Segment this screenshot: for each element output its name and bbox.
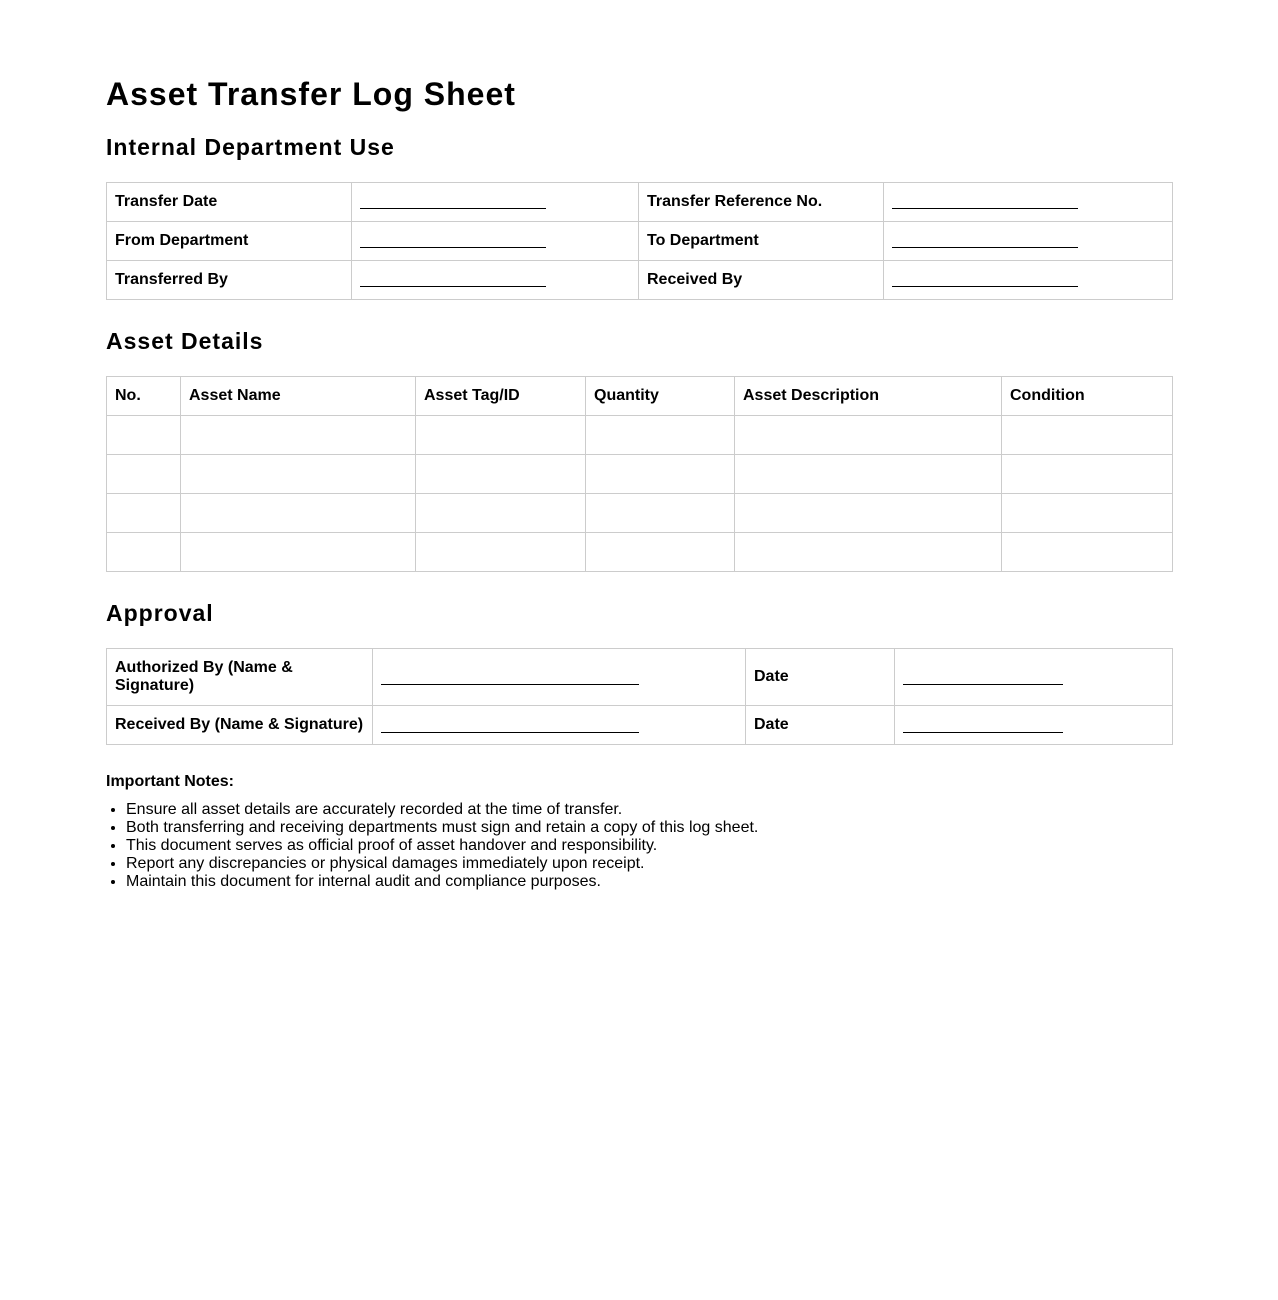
table-cell[interactable]: [1002, 455, 1173, 494]
to-department-label: To Department: [639, 222, 884, 261]
table-cell[interactable]: [107, 455, 181, 494]
table-cell[interactable]: [416, 416, 586, 455]
table-cell[interactable]: [107, 533, 181, 572]
asset-header-row: [107, 377, 1173, 416]
table-cell[interactable]: [181, 455, 416, 494]
authorized-date-label: Date: [746, 649, 895, 706]
blank-line: [360, 208, 546, 209]
table-cell[interactable]: [735, 494, 1002, 533]
received-by-field[interactable]: [884, 261, 1173, 300]
transferred-by-field[interactable]: [352, 261, 639, 300]
column-header-condition: Condition: [1002, 377, 1173, 416]
column-header-asset-description: Asset Description: [735, 377, 1002, 416]
list-item: • Both transferring and receiving departments must sign and retain a copy of this log sheet.: [126, 819, 1172, 837]
table-cell[interactable]: [107, 494, 181, 533]
from-department-field[interactable]: [352, 222, 639, 261]
notes-title: Important Notes:: [106, 773, 234, 790]
blank-line: [360, 286, 546, 287]
table-cell[interactable]: [735, 416, 1002, 455]
asset-details-heading: Asset Details: [106, 328, 264, 354]
blank-line: [381, 732, 639, 733]
table-cell[interactable]: [735, 533, 1002, 572]
approval-heading: Approval: [106, 600, 214, 626]
to-department-field[interactable]: [884, 222, 1173, 261]
approval-row: [107, 706, 1173, 745]
transferred-by-label: Transferred By: [107, 261, 352, 300]
table-cell[interactable]: [416, 455, 586, 494]
table-cell[interactable]: [416, 533, 586, 572]
column-header-asset-tag: Asset Tag/ID: [416, 377, 586, 416]
table-cell[interactable]: [586, 494, 735, 533]
list-item: • Ensure all asset details are accurately recorded at the time of transfer.: [126, 801, 1172, 819]
list-item: • Maintain this document for internal audit and compliance purposes.: [126, 873, 1172, 891]
table-cell[interactable]: [586, 455, 735, 494]
page-title: Asset Transfer Log Sheet: [106, 76, 516, 112]
column-header-asset-name: Asset Name: [181, 377, 416, 416]
authorized-by-label: Authorized By (Name & Signature): [107, 649, 373, 706]
notes-list: [106, 801, 1172, 891]
column-header-quantity: Quantity: [586, 377, 735, 416]
table-cell[interactable]: [1002, 416, 1173, 455]
authorized-date-field[interactable]: [895, 649, 1173, 706]
blank-line: [892, 208, 1078, 209]
internal-info-table: [106, 182, 1173, 300]
blank-line: [892, 286, 1078, 287]
internal-row: [107, 222, 1173, 261]
table-cell[interactable]: [181, 494, 416, 533]
blank-line: [360, 247, 546, 248]
received-by-signature-label: Received By (Name & Signature): [107, 706, 373, 745]
table-row: [107, 455, 1173, 494]
received-date-field[interactable]: [895, 706, 1173, 745]
approval-row: [107, 649, 1173, 706]
internal-row: [107, 183, 1173, 222]
transfer-reference-label: Transfer Reference No.: [639, 183, 884, 222]
list-item: • Report any discrepancies or physical damages immediately upon receipt.: [126, 855, 1172, 873]
column-header-no: No.: [107, 377, 181, 416]
approval-table: [106, 648, 1173, 745]
transfer-reference-field[interactable]: [884, 183, 1173, 222]
received-by-label: Received By: [639, 261, 884, 300]
transfer-date-field[interactable]: [352, 183, 639, 222]
table-row: [107, 416, 1173, 455]
table-row: [107, 494, 1173, 533]
transfer-date-label: Transfer Date: [107, 183, 352, 222]
table-cell[interactable]: [586, 533, 735, 572]
blank-line: [903, 684, 1063, 685]
blank-line: [903, 732, 1063, 733]
asset-details-table: [106, 376, 1173, 572]
table-cell[interactable]: [735, 455, 1002, 494]
list-item: • This document serves as official proof of asset handover and responsibility.: [126, 837, 1172, 855]
internal-heading: Internal Department Use: [106, 134, 395, 160]
table-cell[interactable]: [416, 494, 586, 533]
received-by-signature-field[interactable]: [373, 706, 746, 745]
blank-line: [892, 247, 1078, 248]
table-cell[interactable]: [107, 416, 181, 455]
from-department-label: From Department: [107, 222, 352, 261]
table-cell[interactable]: [1002, 494, 1173, 533]
authorized-by-signature-field[interactable]: [373, 649, 746, 706]
received-date-label: Date: [746, 706, 895, 745]
table-cell[interactable]: [181, 416, 416, 455]
table-cell[interactable]: [586, 416, 735, 455]
table-cell[interactable]: [181, 533, 416, 572]
internal-row: [107, 261, 1173, 300]
table-cell[interactable]: [1002, 533, 1173, 572]
table-row: [107, 533, 1173, 572]
blank-line: [381, 684, 639, 685]
